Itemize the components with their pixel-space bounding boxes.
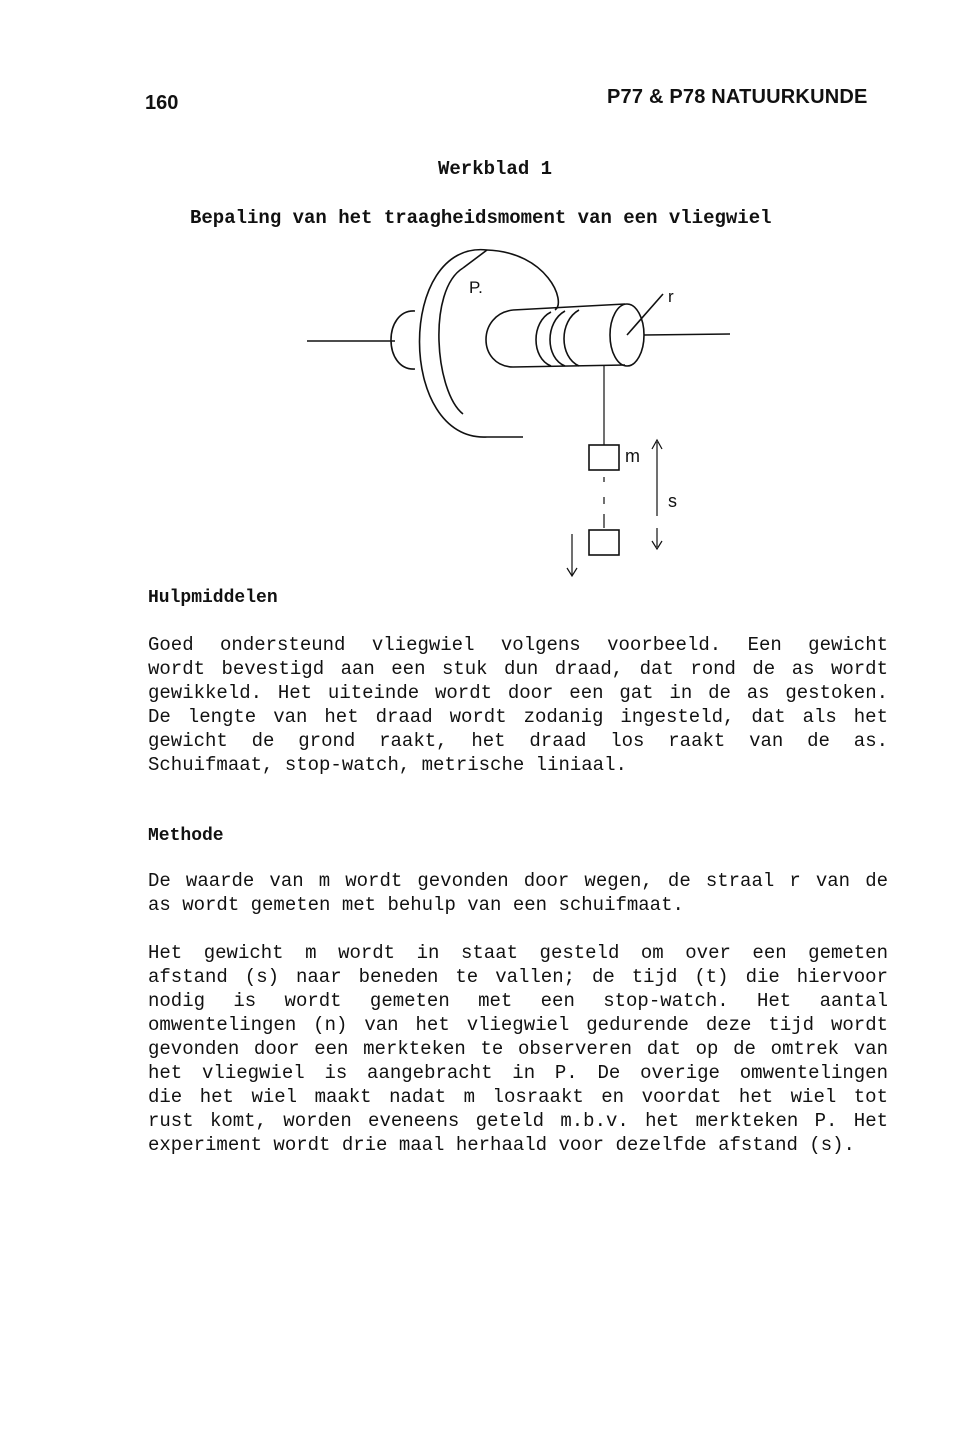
worksheet-title: Werkblad 1 (438, 158, 553, 180)
running-head: P77 & P78 NATUURKUNDE (607, 86, 868, 108)
text-line: nodig is wordt gemeten met een stop-watch. Het aantal (148, 990, 888, 1012)
text-line: omwentelingen (n) van het vliegwiel gedurende deze tijd wordt (148, 1014, 888, 1036)
text-line: die het wiel maakt nadat m losraakt en voordat het wiel tot (148, 1086, 888, 1108)
text-line: gevonden door een merkteken te observeren dat op de omtrek van (148, 1038, 888, 1060)
label-m: m (625, 446, 640, 466)
text-line: wordt bevestigd aan een stuk dun draad, dat rond de as wordt (148, 658, 888, 680)
label-r: r (668, 287, 674, 306)
text-line: gewicht de grond raakt, het draad los raakt van de as. (148, 730, 888, 752)
main-title: Bepaling van het traagheidsmoment van een vliegwiel (190, 207, 772, 229)
coil-3 (564, 310, 579, 366)
text-line: afstand (s) naar beneden te vallen; de tijd (t) die hiervoor (148, 966, 888, 988)
text-line: rust komt, worden eveneens geteld m.b.v. het merkteken P. Het (148, 1110, 888, 1132)
coil-1 (536, 312, 551, 366)
mass-upper (589, 445, 619, 470)
drum-bottom-line (513, 365, 625, 367)
label-s: s (668, 491, 677, 511)
coil-2 (550, 311, 565, 366)
page-number: 160 (145, 92, 179, 114)
right-axle-line (644, 334, 730, 335)
flywheel-diagram (295, 242, 745, 587)
flywheel-edge-line (463, 250, 487, 268)
hub-cap (391, 311, 415, 369)
paragraph-hulpmiddelen (148, 633, 888, 777)
section-heading-methode: Methode (148, 826, 224, 846)
flywheel-inner-rim (439, 268, 463, 414)
section-heading-hulpmiddelen: Hulpmiddelen (148, 588, 278, 608)
mass-lower (589, 530, 619, 555)
paragraph-methode-1 (148, 869, 888, 917)
label-p: P. (469, 278, 483, 297)
paragraph-methode-2 (148, 941, 888, 1157)
flywheel-right-rim (487, 250, 558, 310)
text-line: experiment wordt drie maal herhaald voor dezelfde afstand (s). (148, 1134, 855, 1156)
text-line: Goed ondersteund vliegwiel volgens voorbeeld. Een gewicht (148, 634, 888, 656)
drum-top-line (513, 304, 625, 310)
text-line: Schuifmaat, stop-watch, metrische liniaal. (148, 754, 627, 776)
text-line: Het gewicht m wordt in staat gesteld om over een gemeten (148, 942, 888, 964)
text-line: as wordt gemeten met behulp van een schuifmaat. (148, 894, 684, 916)
text-line: gewikkeld. Het uiteinde wordt door een gat in de as gestoken. (148, 682, 888, 704)
radius-indicator-line (627, 294, 663, 335)
text-line: De waarde van m wordt gevonden door wegen, de straal r van de (148, 870, 888, 892)
text-line: De lengte van het draad wordt zodanig ingesteld, dat als het (148, 706, 888, 728)
text-line: het vliegwiel is aangebracht in P. De overige omwentelingen (148, 1062, 888, 1084)
drum-left-end (486, 310, 513, 367)
